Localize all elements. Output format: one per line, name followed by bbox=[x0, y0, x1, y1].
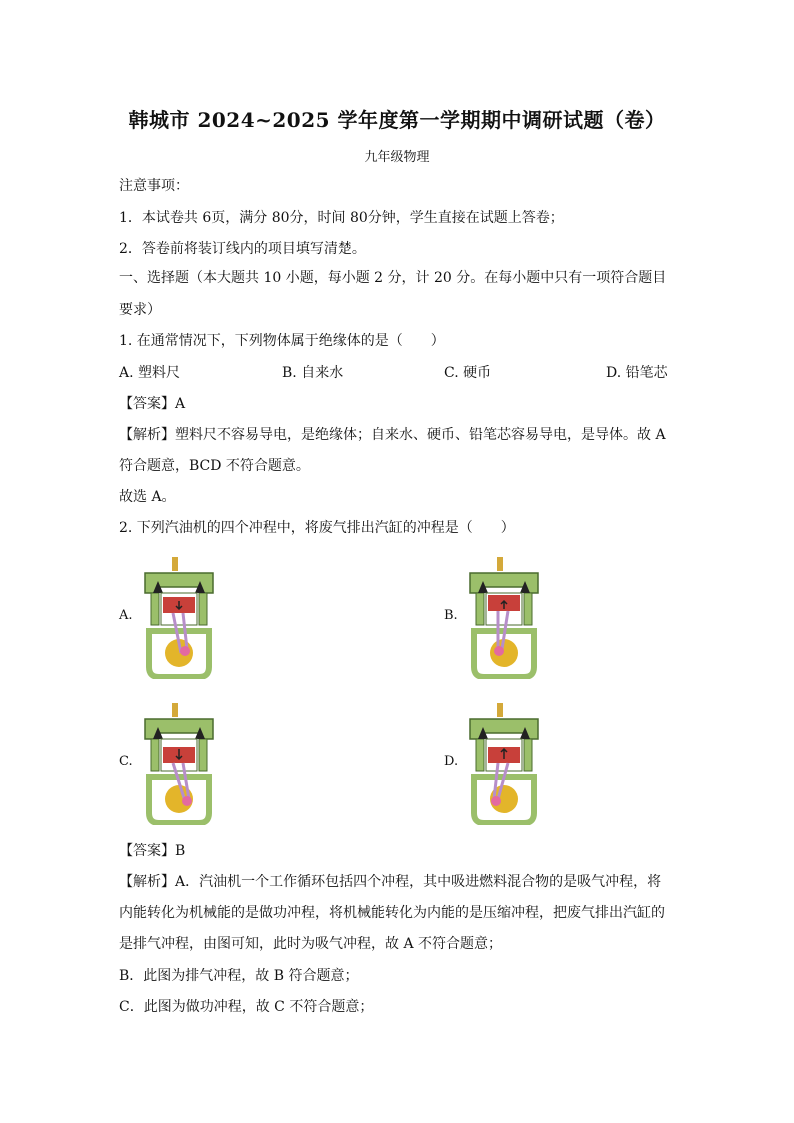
q2-analysis-1: 【解析】A．汽油机一个工作循环包括四个冲程，其中吸进燃料混合物的是吸气冲程，将 bbox=[119, 874, 662, 890]
q2-label-b: B. bbox=[444, 608, 458, 623]
notes-heading: 注意事项： bbox=[119, 178, 189, 194]
q2-label-d: D. bbox=[444, 754, 459, 769]
note-item-1: 1．本试卷共 6页，满分 80分，时间 80分钟，学生直接在试题上答卷； bbox=[119, 210, 564, 226]
q1-analysis: 【解析】塑料尺不容易导电，是绝缘体；自来水、硬币、铅笔芯容易导电，是导体。故 A bbox=[119, 427, 666, 443]
q2-label-a: A. bbox=[119, 608, 133, 623]
section-heading-cont: 要求） bbox=[119, 302, 161, 318]
note-item-2: 2．答卷前将装订线内的项目填写清楚。 bbox=[119, 241, 366, 257]
engine-diagram-d bbox=[466, 703, 542, 825]
q2-analysis-3: 是排气冲程，由图可知，此时为吸气冲程，故 A 不符合题意； bbox=[119, 936, 503, 952]
q1-answer: 【答案】A bbox=[119, 396, 186, 412]
q1-option-b: B. 自来水 bbox=[282, 365, 344, 381]
page-title: 韩城市 2024~2025 学年度第一学期期中调研试题（卷） bbox=[128, 108, 666, 132]
engine-diagram-a bbox=[141, 557, 217, 679]
q2-analysis-5: C．此图为做功冲程，故 C 不符合题意； bbox=[119, 999, 374, 1015]
q2-analysis-4: B．此图为排气冲程，故 B 符合题意； bbox=[119, 968, 359, 984]
q1-conclusion: 故选 A。 bbox=[119, 489, 176, 505]
q1-stem: 1. 在通常情况下，下列物体属于绝缘体的是（ ） bbox=[119, 333, 445, 349]
q1-option-c: C. 硬币 bbox=[444, 365, 492, 381]
engine-diagram-b bbox=[466, 557, 542, 679]
page-subtitle: 九年级物理 bbox=[364, 150, 430, 165]
q2-answer: 【答案】B bbox=[119, 843, 186, 859]
q2-stem: 2. 下列汽油机的四个冲程中，将废气排出汽缸的冲程是（ ） bbox=[119, 520, 515, 536]
engine-diagram-c bbox=[141, 703, 217, 825]
q1-option-a: A. 塑料尺 bbox=[119, 365, 181, 381]
q2-analysis-2: 内能转化为机械能的是做功冲程，将机械能转化为内能的是压缩冲程，把废气排出汽缸的 bbox=[119, 905, 665, 921]
q1-option-d: D. 铅笔芯 bbox=[606, 365, 668, 381]
q1-analysis-cont: 符合题意，BCD 不符合题意。 bbox=[119, 458, 310, 474]
q2-label-c: C. bbox=[119, 754, 133, 769]
section-heading: 一、选择题（本大题共 10 小题，每小题 2 分，计 20 分。在每小题中只有一项符合题目 bbox=[119, 270, 667, 286]
